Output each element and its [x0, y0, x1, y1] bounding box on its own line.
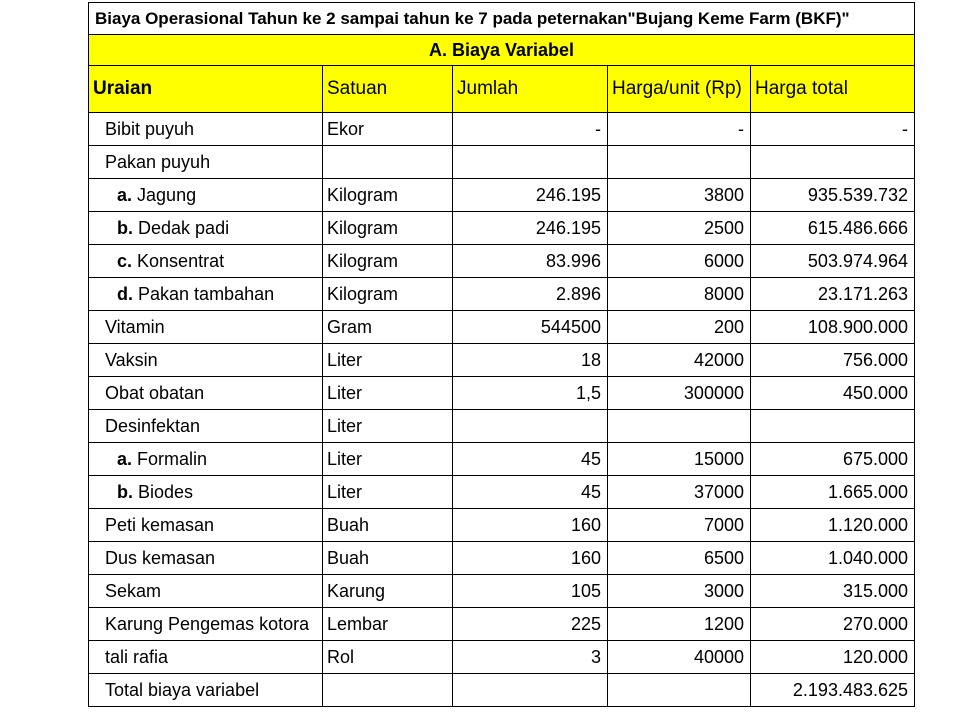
total-label: Total biaya variabel	[89, 674, 323, 707]
cell-jumlah: 2.896	[453, 278, 608, 311]
item-prefix: c.	[117, 250, 133, 271]
cell-satuan: Liter	[323, 344, 453, 377]
cell-jumlah: 160	[453, 509, 608, 542]
cell-satuan: Liter	[323, 443, 453, 476]
cell-uraian: Sekam	[89, 575, 323, 608]
cell-jumlah: 544500	[453, 311, 608, 344]
cell-uraian	[89, 179, 323, 212]
cell-satuan: Gram	[323, 311, 453, 344]
item-name: Biodes	[138, 481, 194, 502]
cell-uraian	[89, 476, 323, 509]
table-row	[89, 146, 915, 179]
cell-harga-unit: 1200	[608, 608, 751, 641]
cell-satuan: Liter	[323, 410, 453, 443]
cell-jumlah: 18	[453, 344, 608, 377]
cell-satuan: Buah	[323, 542, 453, 575]
table-row	[89, 641, 915, 674]
cell-harga-total	[751, 146, 915, 179]
cell-harga-unit: 40000	[608, 641, 751, 674]
cell-uraian	[89, 443, 323, 476]
header-satuan: Satuan	[323, 66, 453, 113]
cell-jumlah: 45	[453, 476, 608, 509]
table-row	[89, 311, 915, 344]
item-prefix: b.	[117, 481, 133, 502]
total-value: 2.193.483.625	[751, 674, 915, 707]
table-row	[89, 443, 915, 476]
item-prefix: a.	[117, 448, 133, 469]
table-row	[89, 542, 915, 575]
section-row	[89, 35, 915, 66]
cell-harga-total: 1.665.000	[751, 476, 915, 509]
table-row	[89, 245, 915, 278]
table-row	[89, 377, 915, 410]
item-name: Konsentrat	[137, 250, 225, 271]
cell-satuan: Liter	[323, 476, 453, 509]
table-row	[89, 608, 915, 641]
cell-harga-unit: 7000	[608, 509, 751, 542]
cell-satuan: Kilogram	[323, 179, 453, 212]
cell-harga-unit: 8000	[608, 278, 751, 311]
header-uraian: Uraian	[89, 66, 323, 113]
cell-harga-total: 675.000	[751, 443, 915, 476]
cell-harga-total: -	[751, 113, 915, 146]
cell-harga-unit	[608, 146, 751, 179]
cell-jumlah	[453, 146, 608, 179]
table-row	[89, 113, 915, 146]
cell-harga-total: 315.000	[751, 575, 915, 608]
header-jumlah: Jumlah	[453, 66, 608, 113]
cell-satuan: Lembar	[323, 608, 453, 641]
cell-harga-total: 756.000	[751, 344, 915, 377]
cell-harga-unit: 6500	[608, 542, 751, 575]
cell-jumlah: -	[453, 113, 608, 146]
cell-harga-total: 615.486.666	[751, 212, 915, 245]
item-prefix: b.	[117, 217, 133, 238]
header-row	[89, 66, 915, 113]
cell-harga-total: 450.000	[751, 377, 915, 410]
cell-harga-total	[751, 410, 915, 443]
item-name: Pakan tambahan	[138, 283, 275, 304]
cell-uraian	[89, 212, 323, 245]
cell-harga-unit: 42000	[608, 344, 751, 377]
item-name: Dedak padi	[138, 217, 230, 238]
cell-jumlah: 225	[453, 608, 608, 641]
cell-uraian	[89, 278, 323, 311]
variable-cost-table	[88, 2, 915, 707]
cell-uraian: Karung Pengemas kotora	[89, 608, 323, 641]
cell-uraian: tali rafia	[89, 641, 323, 674]
cell-harga-unit: 15000	[608, 443, 751, 476]
cell-satuan: Kilogram	[323, 212, 453, 245]
cell-uraian: Bibit puyuh	[89, 113, 323, 146]
section-title: A. Biaya Variabel	[89, 35, 915, 66]
cell-jumlah: 3	[453, 641, 608, 674]
total-empty-cell	[608, 674, 751, 707]
item-name: Formalin	[137, 448, 208, 469]
total-empty-cell	[323, 674, 453, 707]
cell-uraian: Obat obatan	[89, 377, 323, 410]
cell-satuan: Rol	[323, 641, 453, 674]
cell-uraian: Dus kemasan	[89, 542, 323, 575]
table-row	[89, 278, 915, 311]
cell-harga-total: 108.900.000	[751, 311, 915, 344]
cell-jumlah: 246.195	[453, 179, 608, 212]
cell-harga-unit: -	[608, 113, 751, 146]
cell-uraian: Vaksin	[89, 344, 323, 377]
cell-satuan: Liter	[323, 377, 453, 410]
table-row	[89, 344, 915, 377]
cell-uraian: Peti kemasan	[89, 509, 323, 542]
cell-satuan: Karung	[323, 575, 453, 608]
cell-harga-total: 1.040.000	[751, 542, 915, 575]
header-harga-unit: Harga/unit (Rp)	[608, 66, 751, 113]
cell-harga-unit	[608, 410, 751, 443]
cell-jumlah: 1,5	[453, 377, 608, 410]
cell-harga-unit: 6000	[608, 245, 751, 278]
table-row	[89, 509, 915, 542]
cell-uraian	[89, 245, 323, 278]
cell-harga-total: 23.171.263	[751, 278, 915, 311]
cell-uraian: Desinfektan	[89, 410, 323, 443]
cell-satuan: Ekor	[323, 113, 453, 146]
cell-harga-unit: 2500	[608, 212, 751, 245]
cell-uraian: Vitamin	[89, 311, 323, 344]
cell-harga-unit: 37000	[608, 476, 751, 509]
header-harga-total: Harga total	[751, 66, 915, 113]
cost-table-sheet	[88, 2, 914, 707]
cell-harga-total: 120.000	[751, 641, 915, 674]
cell-jumlah	[453, 410, 608, 443]
total-row	[89, 674, 915, 707]
title-row	[89, 3, 915, 35]
cell-jumlah: 246.195	[453, 212, 608, 245]
cell-harga-unit: 300000	[608, 377, 751, 410]
cell-harga-total: 503.974.964	[751, 245, 915, 278]
cell-harga-unit: 200	[608, 311, 751, 344]
item-prefix: a.	[117, 184, 133, 205]
cell-harga-total: 1.120.000	[751, 509, 915, 542]
cell-jumlah: 105	[453, 575, 608, 608]
table-row	[89, 212, 915, 245]
cell-harga-unit: 3000	[608, 575, 751, 608]
table-row	[89, 179, 915, 212]
total-empty-cell	[453, 674, 608, 707]
table-row	[89, 476, 915, 509]
table-title: Biaya Operasional Tahun ke 2 sampai tahun ke 7 pada peternakan"Bujang Keme Farm (BKF)"	[89, 3, 915, 35]
item-prefix: d.	[117, 283, 133, 304]
cell-satuan: Kilogram	[323, 278, 453, 311]
cell-jumlah: 160	[453, 542, 608, 575]
cell-satuan: Kilogram	[323, 245, 453, 278]
cell-satuan	[323, 146, 453, 179]
cell-harga-total: 935.539.732	[751, 179, 915, 212]
cell-harga-total: 270.000	[751, 608, 915, 641]
table-row	[89, 410, 915, 443]
cell-satuan: Buah	[323, 509, 453, 542]
cell-uraian: Pakan puyuh	[89, 146, 323, 179]
cell-jumlah: 45	[453, 443, 608, 476]
item-name: Jagung	[137, 184, 197, 205]
cell-harga-unit: 3800	[608, 179, 751, 212]
cell-jumlah: 83.996	[453, 245, 608, 278]
table-row	[89, 575, 915, 608]
